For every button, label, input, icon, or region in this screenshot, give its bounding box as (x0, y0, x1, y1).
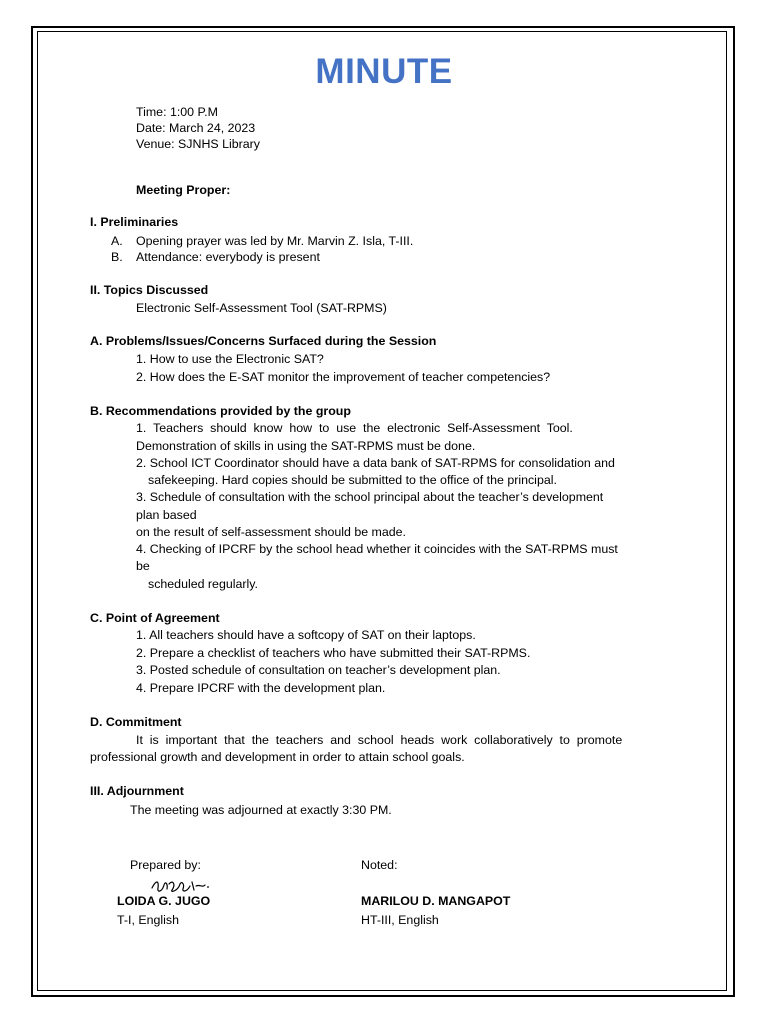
noted-by-name: MARILOU D. MANGAPOT (361, 894, 511, 908)
recommendation-2-line-2: safekeeping. Hard copies should be submitted to the office of the principal. (148, 473, 557, 487)
commitment-line-2: professional growth and development in order to attain school goals. (90, 750, 465, 764)
recommendation-4-line-3: scheduled regularly. (148, 577, 258, 591)
list-marker: B. (111, 250, 123, 264)
recommendation-4-line-2: be (136, 559, 150, 573)
recommendation-2-line-1: 2. School ICT Coordinator should have a data bank of SAT-RPMS for consolidation and (136, 456, 615, 470)
commitment-line-1: It is important that the teachers and school heads work collaboratively to promote (136, 733, 623, 747)
noted-label: Noted: (361, 858, 398, 872)
prepared-by-label: Prepared by: (130, 858, 201, 872)
adjournment-text: The meeting was adjourned at exactly 3:30 PM. (130, 803, 392, 817)
problems-heading: A. Problems/Issues/Concerns Surfaced during the Session (90, 334, 437, 348)
recommendation-3-line-1: 3. Schedule of consultation with the school principal about the teacher’s development (136, 490, 604, 504)
prepared-by-name: LOIDA G. JUGO (117, 894, 211, 908)
list-item: Opening prayer was led by Mr. Marvin Z. Isla, T-III. (136, 234, 414, 248)
list-item: 2. How does the E-SAT monitor the improvement of teacher competencies? (136, 370, 551, 384)
meeting-date: Date: March 24, 2023 (136, 121, 256, 135)
noted-by-position: HT-III, English (361, 913, 439, 927)
list-item: 2. Prepare a checklist of teachers who have submitted their SAT-RPMS. (136, 646, 531, 660)
recommendation-3-line-2: plan based (136, 508, 197, 522)
agreement-heading: C. Point of Agreement (90, 611, 220, 625)
list-item: 4. Prepare IPCRF with the development plan. (136, 681, 386, 695)
recommendation-4-line-1: 4. Checking of IPCRF by the school head whether it coincides with the SAT-RPMS must (136, 542, 618, 556)
topics-text: Electronic Self-Assessment Tool (SAT-RPMS) (136, 301, 387, 315)
recommendation-1-line-2: Demonstration of skills in using the SAT-RPMS must be done. (136, 439, 476, 453)
meeting-time: Time: 1:00 P.M (136, 105, 218, 119)
meeting-venue: Venue: SJNHS Library (136, 137, 260, 151)
list-item: 1. All teachers should have a softcopy of SAT on their laptops. (136, 628, 476, 642)
preliminaries-heading: I. Preliminaries (90, 215, 179, 229)
prepared-by-position: T-I, English (117, 913, 179, 927)
topics-heading: II. Topics Discussed (90, 283, 209, 297)
recommendations-heading: B. Recommendations provided by the group (90, 404, 351, 418)
meeting-proper-heading: Meeting Proper: (136, 183, 231, 197)
commitment-heading: D. Commitment (90, 715, 182, 729)
recommendation-3-line-3: on the result of self-assessment should be made. (136, 525, 406, 539)
list-item: 1. How to use the Electronic SAT? (136, 352, 324, 366)
document-title: MINUTE (315, 52, 453, 91)
adjournment-heading: III. Adjournment (90, 784, 184, 798)
list-item: Attendance: everybody is present (136, 250, 320, 264)
list-item: 3. Posted schedule of consultation on teacher’s development plan. (136, 663, 501, 677)
recommendation-1-line-1: 1. Teachers should know how to use the electronic Self-Assessment Tool. (136, 421, 573, 435)
list-marker: A. (111, 234, 123, 248)
